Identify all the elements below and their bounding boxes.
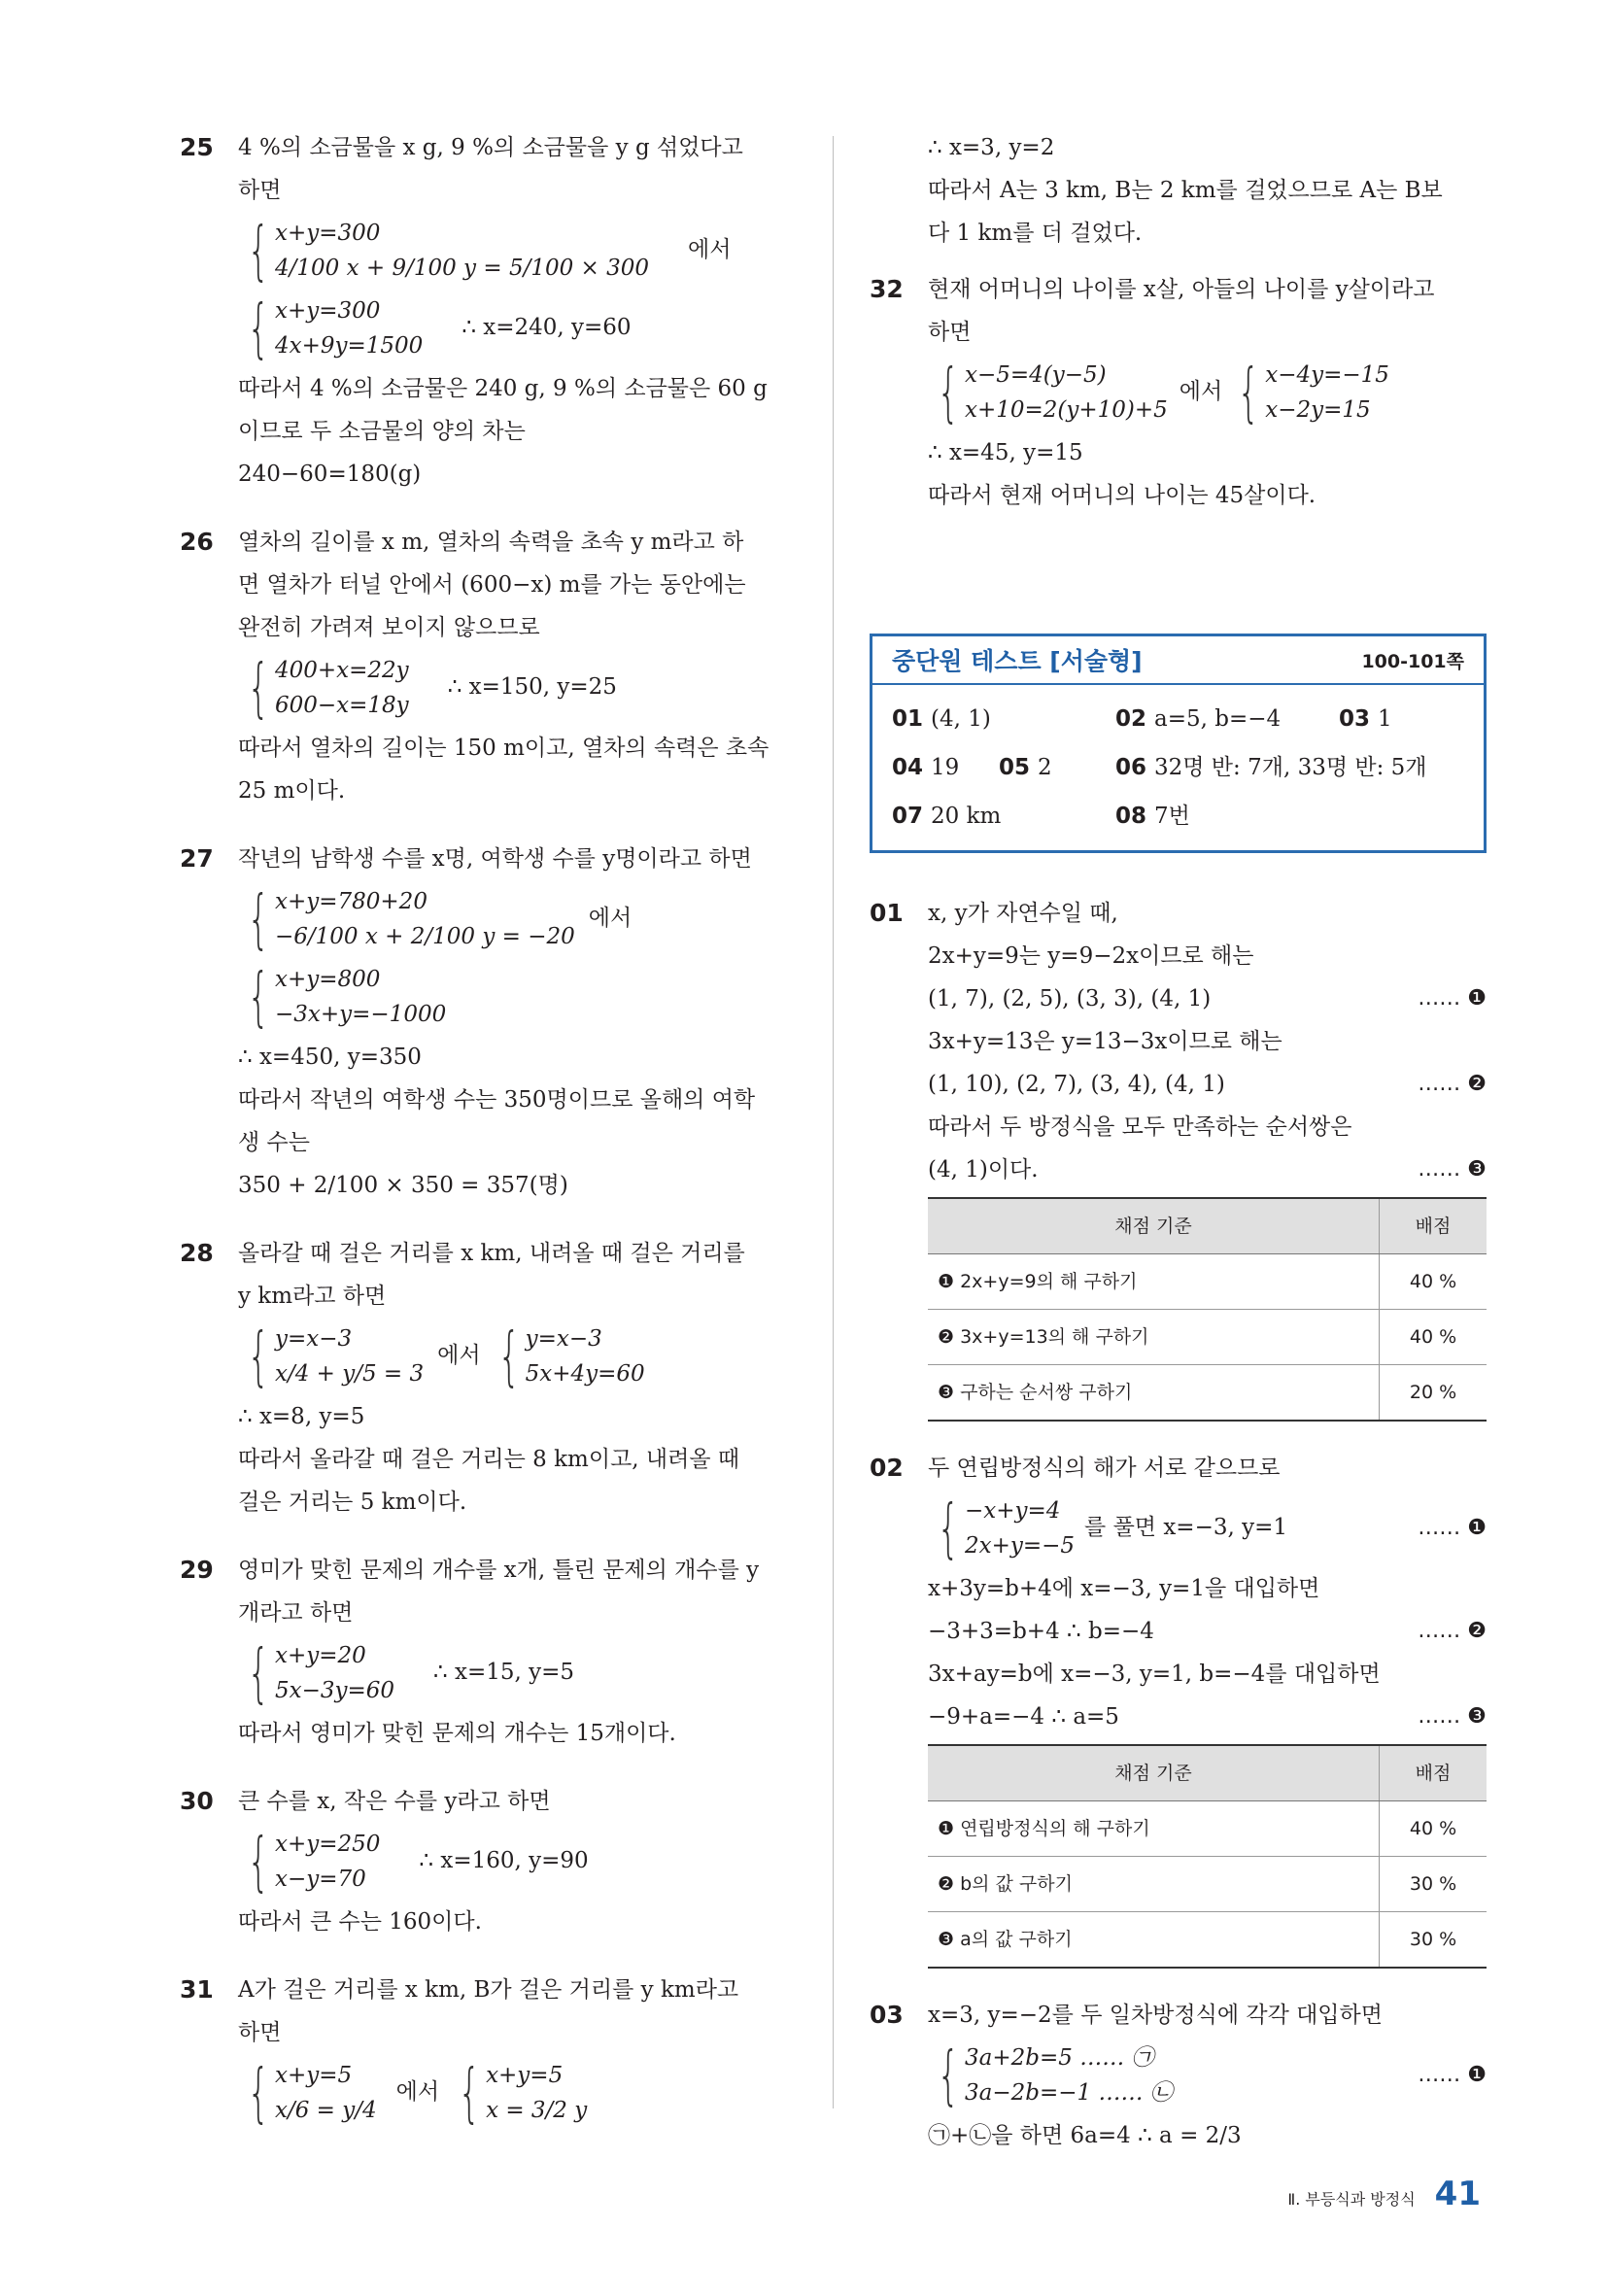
equation-system: { y=x−3 5x+4y=60 — [497, 1319, 645, 1393]
problem-number: 02 — [870, 1454, 904, 1482]
solution-01: 01 x, y가 자연수일 때, 2x+y=9는 y=9−2x이므로 해는 (1, 7), (2, 5), (3, 3), (4, 1) …… ❶ 3x+y=13은 y=13−3x이므로 해는 (1, 10), (2, 7), (3, 4), (4, 1) …… ❷ 따라서 두 방정식을 모두 만족하는 순서쌍은 (4, 1)이다. …… ❸ 채점 기준 배점 ❶ 2x+y=9의 해 구하기 40 % ❷ 3x+y=13의 해 구하기 40 % ❸ 구하는 순서쌍 구하기 20 % — [870, 892, 1487, 1422]
text-line: ∴ x=450, y=350 — [238, 1045, 422, 1070]
page-footer — [1287, 2175, 1481, 2213]
problem-31 — [180, 1969, 802, 2132]
box-pages: 100-101쪽 — [1361, 650, 1464, 672]
text-line: 240−60=180(g) — [238, 462, 422, 487]
text-line: ㉠+㉡을 하면 6a=4 ∴ a = 2/3 — [928, 2123, 1242, 2148]
right-column — [870, 126, 1487, 2182]
problem-number: 32 — [870, 275, 904, 303]
equation-system: { 3a+2b=5 …… ㉠ 3a−2b=−1 …… ㉡ — [937, 2038, 1173, 2112]
equation-system: { x+y=300 4x+9y=1500 — [247, 291, 424, 365]
answer-row: 04 19 05 2 06 32명 반: 7개, 33명 반: 5개 — [892, 755, 1427, 780]
text-line: 350 + 2/100 × 350 = 357(명) — [238, 1173, 568, 1198]
equation-system: { 400+x=22y 600−x=18y — [247, 650, 409, 725]
text-line: 하면 — [238, 2020, 282, 2045]
text-line: 따라서 A는 3 km, B는 2 km를 걸었으므로 A는 B보 — [928, 178, 1443, 203]
sys-tail: 에서 — [588, 906, 633, 931]
text-line: ∴ x=3, y=2 — [928, 135, 1055, 160]
text-line: 하면 — [238, 178, 282, 203]
column-divider — [833, 136, 834, 2108]
text-line: 열차의 길이를 x m, 열차의 속력을 초속 y m라고 하 — [238, 530, 744, 555]
sys-tail: ∴ x=240, y=60 — [462, 315, 632, 340]
sys-tail: 에서 — [437, 1343, 481, 1368]
problem-26 — [180, 521, 802, 812]
text-line: 따라서 큰 수는 160이다. — [238, 1909, 482, 1935]
answer-box-header — [872, 636, 1484, 685]
text-line: 따라서 올라갈 때 걸은 거리는 8 km이고, 내려올 때 — [238, 1447, 740, 1472]
text-line: 영미가 맞힌 문제의 개수를 x개, 틀린 문제의 개수를 y — [238, 1558, 760, 1583]
problem-31-continued — [870, 126, 1487, 255]
text-line: 4 %의 소금물을 x g, 9 %의 소금물을 y g 섞었다고 — [238, 135, 743, 160]
equation-system: { x−4y=−15 x−2y=15 — [1237, 355, 1389, 429]
text-line: 걸은 거리는 5 km이다. — [238, 1490, 467, 1515]
text-line: ∴ x=45, y=15 — [928, 440, 1083, 465]
equation-system: { x+y=300 4/100 x + 9/100 y = 5/100 × 300 — [247, 213, 650, 288]
chapter-label: Ⅱ. 부등식과 방정식 — [1287, 2190, 1416, 2209]
text-line: 다 1 km를 더 걸었다. — [928, 221, 1143, 246]
problem-number: 29 — [180, 1556, 214, 1584]
answer-box — [870, 634, 1487, 853]
text-line: 25 m이다. — [238, 778, 346, 804]
text-line: 따라서 영미가 맞힌 문제의 개수는 15개이다. — [238, 1721, 676, 1746]
text-line: 현재 어머니의 나이를 x살, 아들의 나이를 y살이라고 — [928, 277, 1435, 302]
equation-system: { x+y=800 −3x+y=−1000 — [247, 959, 447, 1034]
answer-box-body — [872, 685, 1484, 850]
text-line: 하면 — [928, 320, 972, 345]
text-line: 두 연립방정식의 해가 서로 같으므로 — [928, 1456, 1281, 1481]
equation-system: { x+y=250 x−y=70 — [247, 1824, 381, 1899]
equation-system: { x+y=5 x = 3/2 y — [458, 2055, 588, 2130]
problem-28 — [180, 1232, 802, 1524]
box-title: 중단원 테스트 [서술형] — [892, 647, 1143, 675]
text-line: A가 걸은 거리를 x km, B가 걸은 거리를 y km라고 — [238, 1977, 739, 2003]
equation-system: { y=x−3 x/4 + y/5 = 3 — [247, 1319, 425, 1393]
text-line: ∴ x=8, y=5 — [238, 1404, 365, 1429]
sys-tail: ∴ x=15, y=5 — [433, 1660, 575, 1685]
problem-number: 28 — [180, 1239, 214, 1267]
solution-03: 03 x=3, y=−2를 두 일차방정식에 각각 대입하면 { 3a+2b=5 …… ㉠ 3a−2b=−1 …… ㉡ …… ❶ ㉠+㉡을 하면 6a=4 ∴ a = 2/3 — [870, 1994, 1487, 2157]
problem-number: 25 — [180, 133, 214, 161]
text-line: 작년의 남학생 수를 x명, 여학생 수를 y명이라고 하면 — [238, 846, 752, 872]
sys-tail: 에서 — [395, 2079, 440, 2105]
problem-number: 03 — [870, 2001, 904, 2029]
equation-system: { x−5=4(y−5) x+10=2(y+10)+5 — [937, 355, 1168, 429]
equation-system: { −x+y=4 2x+y=−5 — [937, 1491, 1076, 1565]
problem-number: 01 — [870, 899, 904, 927]
problem-number: 30 — [180, 1787, 214, 1815]
sys-tail: 에서 — [688, 237, 732, 262]
text-line: y km라고 하면 — [238, 1284, 387, 1309]
answer-row: 01 (4, 1) 02 a=5, b=−4 03 1 — [892, 706, 1392, 732]
sys-tail: ∴ x=160, y=90 — [419, 1848, 589, 1873]
equation-system: { x+y=20 5x−3y=60 — [247, 1635, 395, 1710]
text-line: 면 열차가 터널 안에서 (600−x) m를 가는 동안에는 — [238, 572, 746, 598]
text-line: 큰 수를 x, 작은 수를 y라고 하면 — [238, 1789, 551, 1814]
problem-number: 26 — [180, 528, 214, 556]
page-number: 41 — [1434, 2175, 1481, 2213]
text-line: 따라서 4 %의 소금물은 240 g, 9 %의 소금물은 60 g — [238, 376, 768, 401]
text-line: 올라갈 때 걸은 거리를 x km, 내려올 때 걸은 거리를 — [238, 1241, 745, 1266]
solution-02: 02 두 연립방정식의 해가 서로 같으므로 { −x+y=4 2x+y=−5 를 풀면 x=−3, y=1 …… ❶ x+3y=b+4에 x=−3, y=1을 대입하면 −3+3=b+4 ∴ b=−4 …… ❷ 3x+ay=b에 x=−3, y=1, b=−4를 대입하면 −9+a=−4 ∴ a=5 …… ❸ 채점 기준 배점 ❶ 연립방정식의 해 구하기 40 % ❷ b의 값 구하기 30 % ❸ a의 값 구하기 30 % — [870, 1447, 1487, 1969]
problem-30 — [180, 1780, 802, 1943]
text-line: x=3, y=−2를 두 일차방정식에 각각 대입하면 — [928, 2003, 1383, 2028]
scoring-table: 채점 기준 배점 ❶ 연립방정식의 해 구하기 40 % ❷ b의 값 구하기 30 % ❸ a의 값 구하기 30 % — [928, 1744, 1487, 1969]
text-line: 따라서 현재 어머니의 나이는 45살이다. — [928, 483, 1316, 508]
text-line: 완전히 가려져 보이지 않으므로 — [238, 615, 540, 640]
problem-number: 27 — [180, 844, 214, 873]
text-line: 따라서 작년의 여학생 수는 350명이므로 올해의 여학 — [238, 1087, 756, 1113]
equation-system: { x+y=780+20 −6/100 x + 2/100 y = −20 — [247, 881, 575, 956]
equation-system: { x+y=5 x/6 = y/4 — [247, 2055, 377, 2130]
sys-tail: 에서 — [1179, 379, 1223, 404]
answer-row: 07 20 km 08 7번 — [892, 804, 1190, 829]
text-line: 생 수는 — [238, 1130, 310, 1155]
sys-tail: ∴ x=150, y=25 — [447, 674, 617, 700]
problem-number: 31 — [180, 1975, 214, 2004]
text-line: 개라고 하면 — [238, 1600, 354, 1626]
text-line: 이므로 두 소금물의 양의 차는 — [238, 419, 526, 444]
problem-29 — [180, 1549, 802, 1755]
problem-25 — [180, 126, 802, 496]
scoring-table: 채점 기준 배점 ❶ 2x+y=9의 해 구하기 40 % ❷ 3x+y=13의 해 구하기 40 % ❸ 구하는 순서쌍 구하기 20 % — [928, 1197, 1487, 1422]
left-column — [180, 126, 802, 2157]
problem-27 — [180, 838, 802, 1207]
text-line: 따라서 열차의 길이는 150 m이고, 열차의 속력은 초속 — [238, 736, 769, 761]
problem-32 — [870, 268, 1487, 517]
